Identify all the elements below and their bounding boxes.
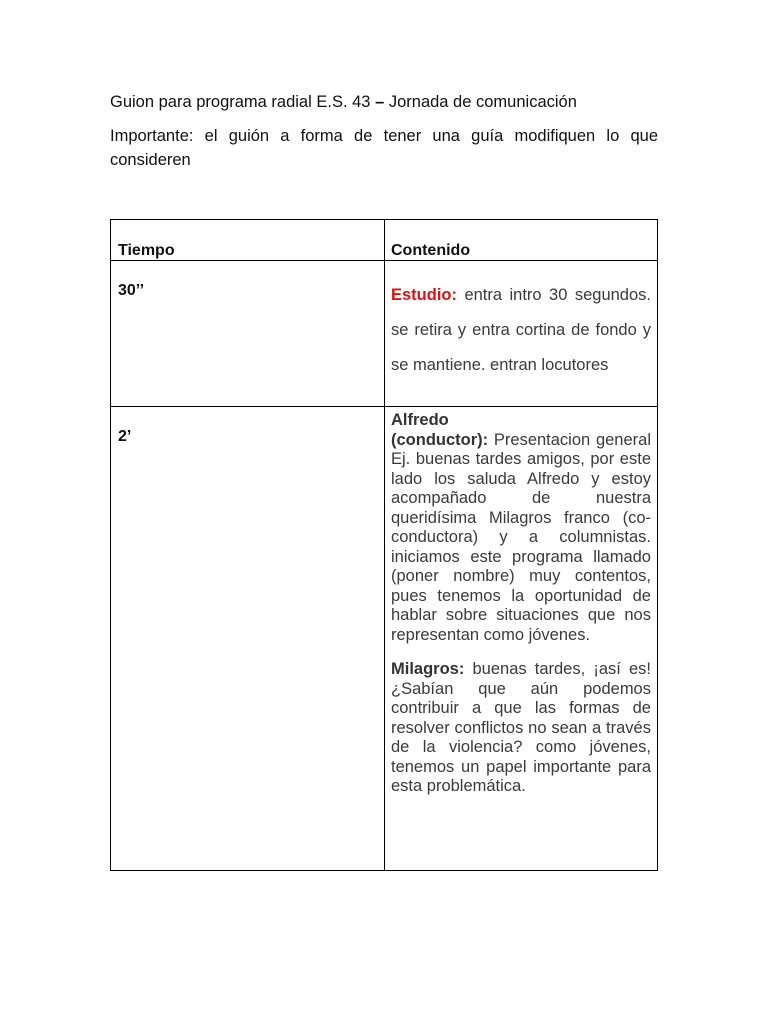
header-time: Tiempo	[118, 242, 175, 259]
row-2-content	[391, 411, 651, 797]
row-1-content	[391, 278, 651, 383]
paragraph-alfredo	[391, 411, 651, 645]
paragraph-milagros	[391, 660, 651, 797]
row-1-text: entra intro 30 segundos. se retira y entra cortina de fondo y se mantiene. entran locutores	[391, 286, 651, 374]
speaker-alfredo: Alfredo	[391, 411, 449, 429]
header-row-divider	[111, 260, 657, 261]
row-2-time: 2’	[118, 428, 132, 445]
header-content: Contenido	[391, 242, 471, 259]
row-divider	[111, 406, 657, 407]
studio-label: Estudio:	[391, 286, 457, 304]
alfredo-text: Presentacion general Ej. buenas tardes amigos, por este lado los saluda Alfredo y estoy acompañado de nuestra queridísima Milagros franco (co-conductora) y a columnistas. iniciamos este programa llamado (poner nombre) muy contentos, pues tenemos la oportunidad de hablar sobre situaciones que nos representan como jóvenes.	[391, 430, 651, 644]
script-table	[110, 219, 658, 871]
milagros-text: buenas tardes, ¡así es! ¿Sabían que aún podemos contribuir a que las formas de resolver conflictos no sean a través de la violencia? como jóvenes, tenemos un papel importante para esta problemática.	[391, 660, 651, 795]
column-divider	[384, 220, 385, 870]
speaker-alfredo-role: (conductor):	[391, 430, 489, 449]
speaker-milagros: Milagros:	[391, 660, 465, 678]
document-title	[110, 91, 670, 113]
title-main: Guion para programa radial E.S. 43	[110, 93, 376, 111]
title-rest: Jornada de comunicación	[384, 93, 577, 111]
title-dash: –	[375, 93, 385, 111]
document-note: Importante: el guión a forma de tener una guía modifiquen lo que consideren	[110, 127, 658, 169]
row-1-time: 30’’	[118, 282, 145, 299]
